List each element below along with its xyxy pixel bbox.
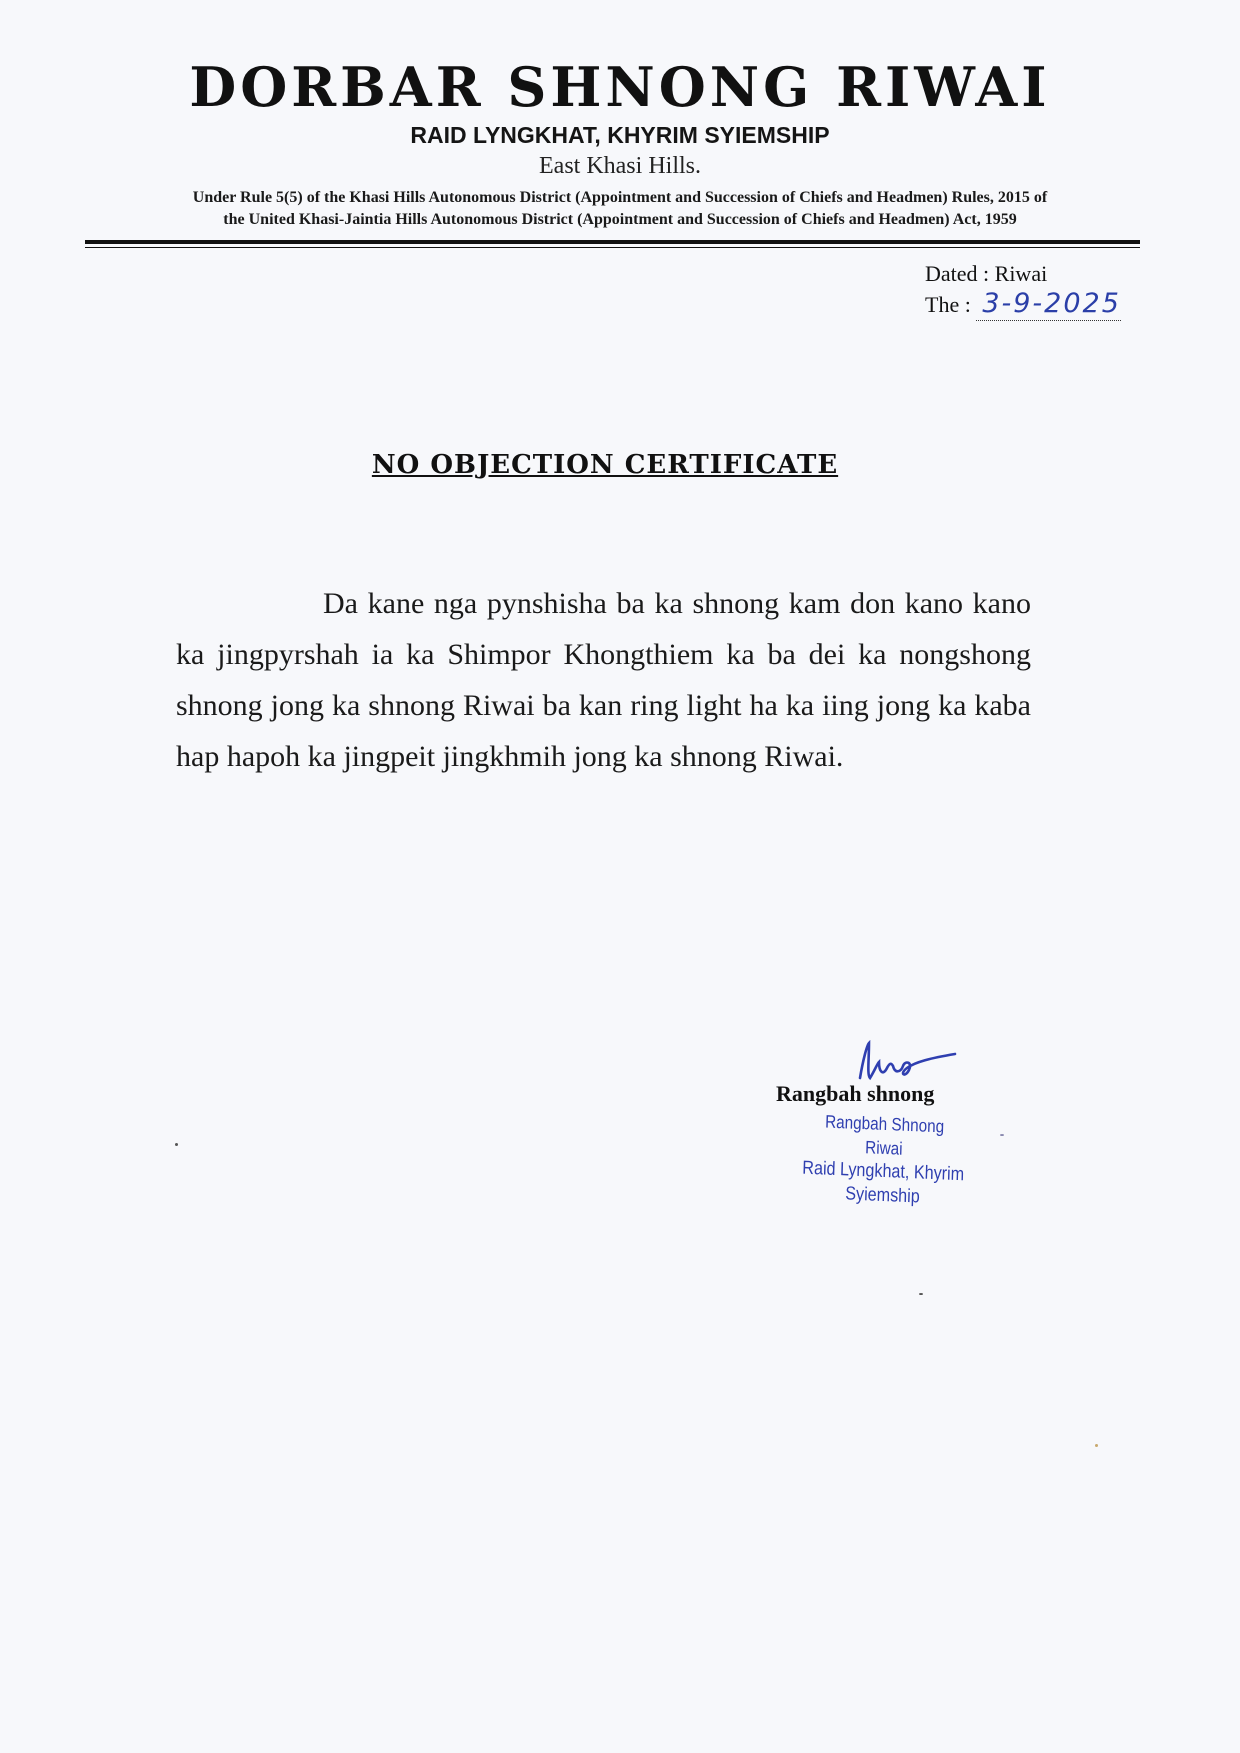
the-label: The : (925, 292, 971, 317)
header-divider-thin (85, 247, 1140, 248)
rule-line-2: the United Khasi-Jaintia Hills Autonomous District (Appointment and Succession of Chiefs and Headmen) Act, 1959 (223, 211, 1017, 228)
signatory-title: Rangbah shnong (776, 1081, 935, 1106)
letterhead-subtitle: RAID LYNGKHAT, KHYRIM SYIEMSHIP (410, 122, 830, 148)
certificate-body-text: Da kane nga pynshisha ba ka shnong kam don kano kano ka jingpyrshah ia ka Shimpor Khongthiem ka ba dei ka nongshong shnong jong ka shnong Riwai ba kan ring light ha ka iing jong ka kaba hap hapoh ka jingpeit jingkhmih jong ka shnong Riwai. (176, 587, 1031, 773)
stamp-line-2: Riwai (864, 1137, 903, 1159)
certificate-title: NO OBJECTION CERTIFICATE (371, 450, 839, 480)
scan-speck (919, 1293, 923, 1295)
letterhead-title: DORBAR SHNONG RIWAI (189, 55, 1051, 119)
scan-speck (1000, 1134, 1004, 1136)
scan-speck (1095, 1444, 1098, 1447)
dated-place: Dated : Riwai (925, 261, 1048, 286)
stamp-line-3: Raid Lyngkhat, Khyrim Syiemship (802, 1157, 965, 1208)
stamp-line-1: Rangbah Shnong (824, 1111, 945, 1137)
header-divider-thick (85, 240, 1140, 244)
letterhead-rule-text (100, 187, 1140, 231)
rule-line-1: Under Rule 5(5) of the Khasi Hills Autonomous District (Appointment and Succession of Chiefs and Headmen) Rules, 2015 of (192, 189, 1048, 206)
scan-speck (175, 1143, 178, 1146)
letterhead-district: East Khasi Hills. (539, 153, 701, 179)
dated-date-row (925, 289, 1121, 321)
certificate-body (176, 578, 1031, 782)
date-line (976, 289, 1121, 321)
handwritten-date: 3-9-2025 (982, 288, 1121, 319)
date-block (925, 259, 1121, 321)
official-stamp (763, 1107, 1004, 1213)
